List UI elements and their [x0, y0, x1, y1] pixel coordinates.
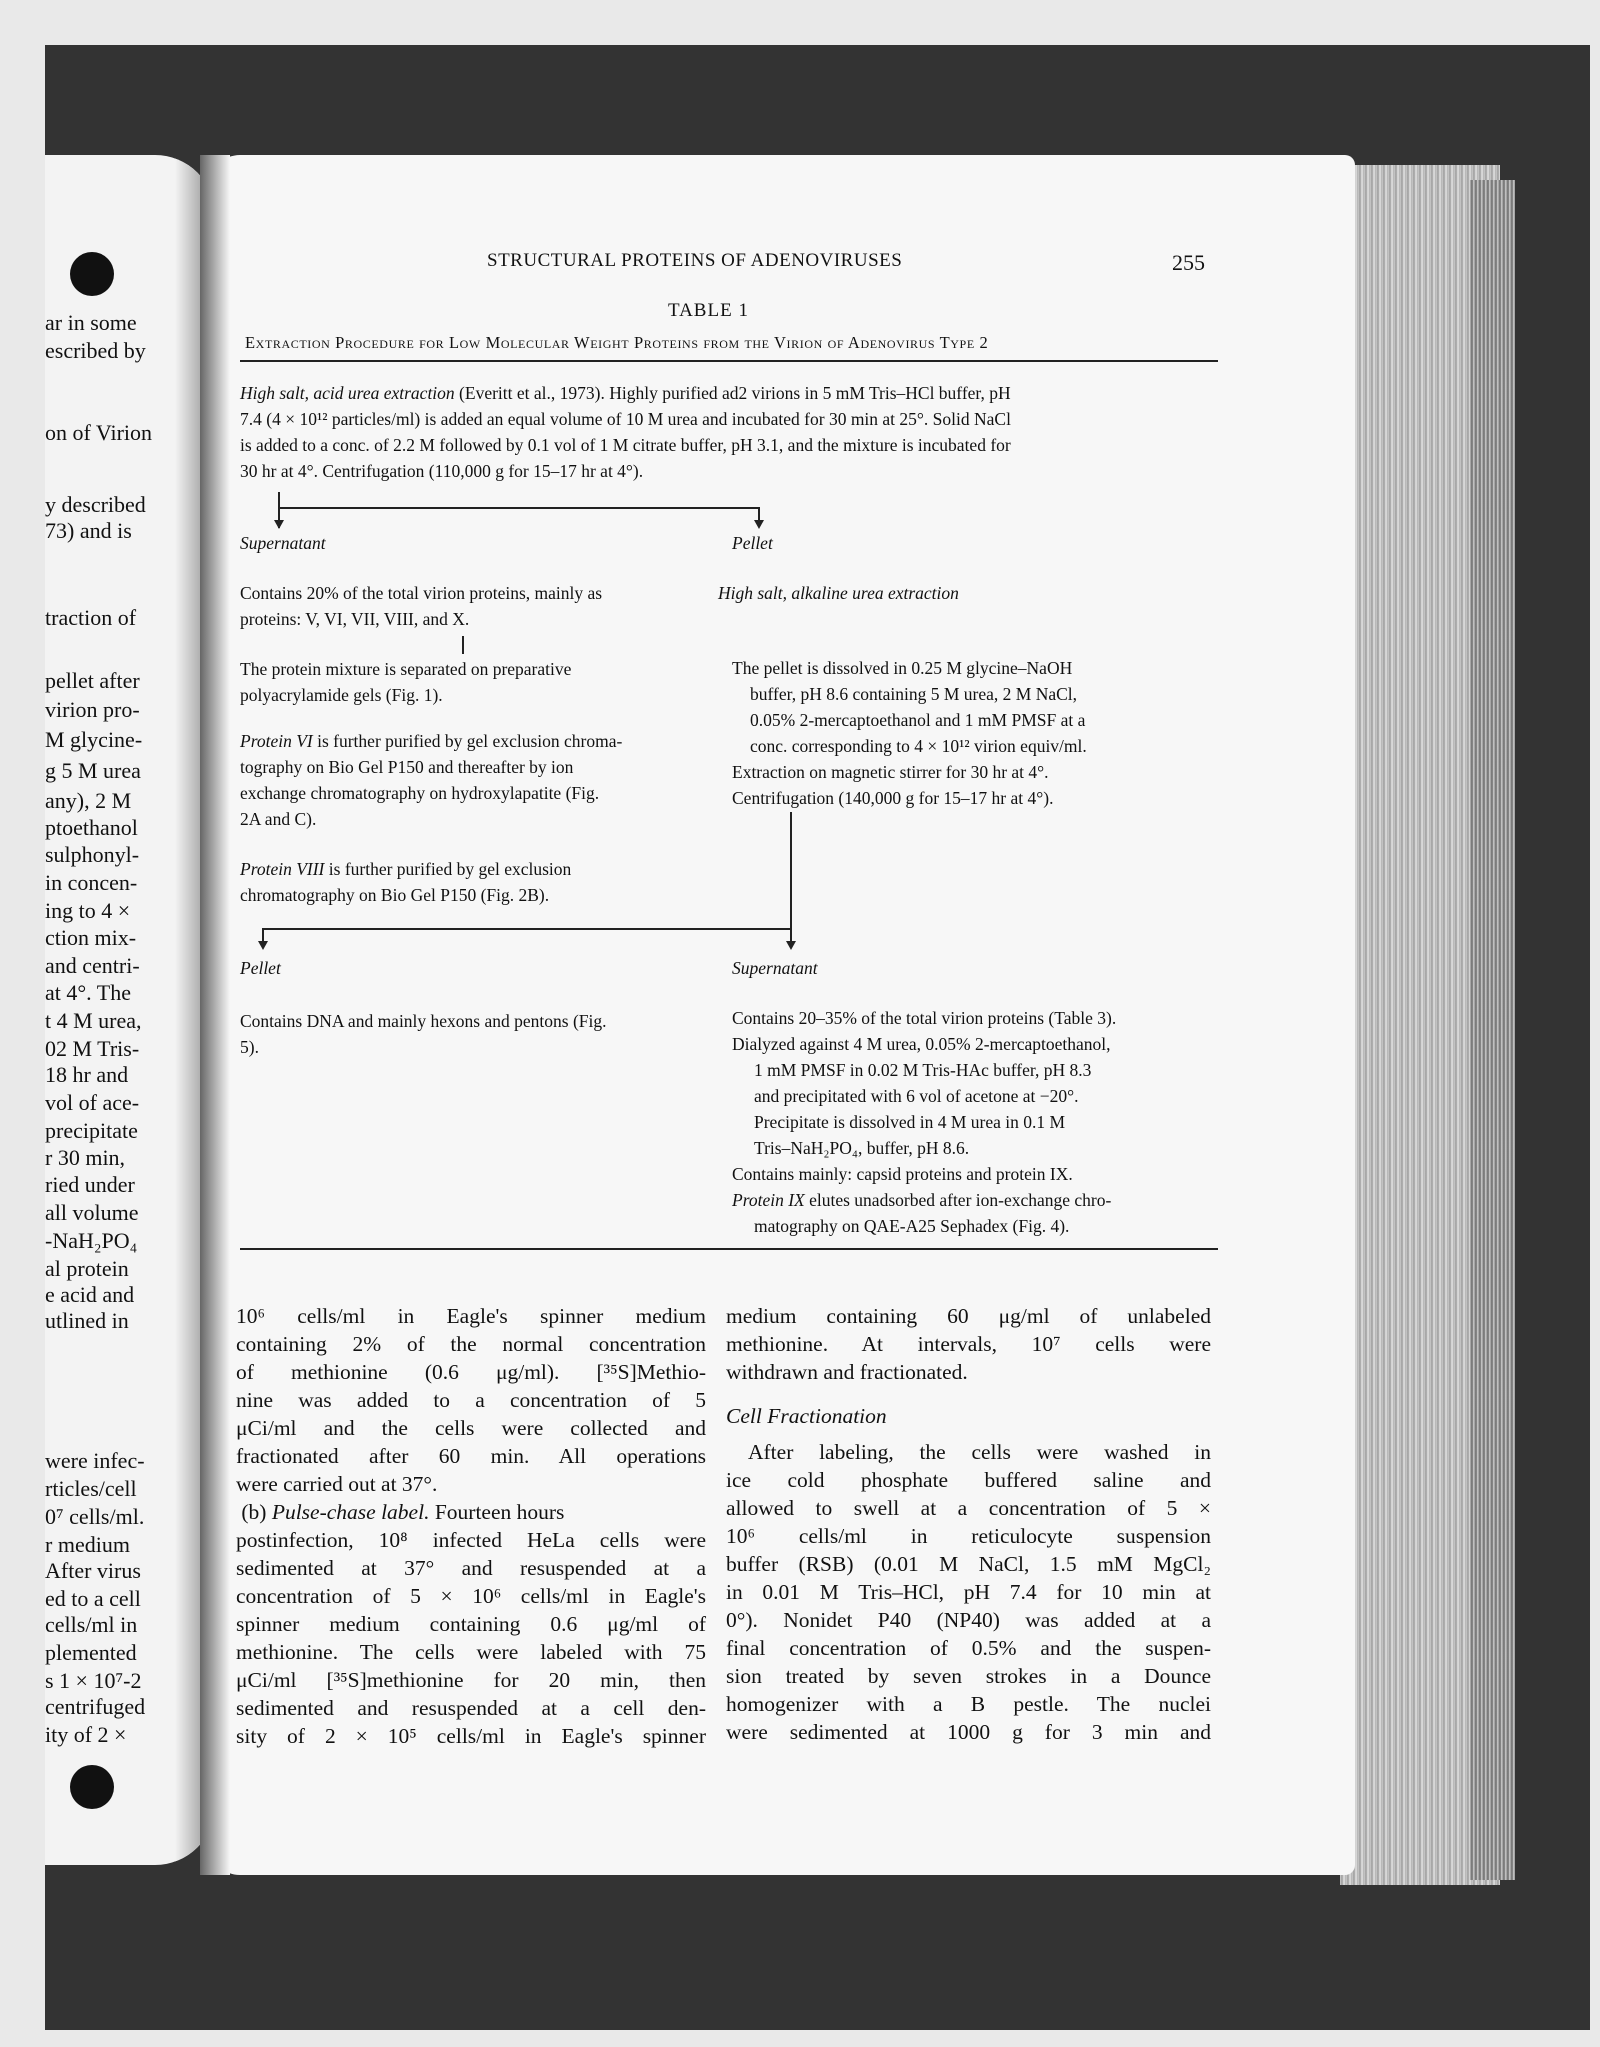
body-left-para-2: [236, 1526, 706, 1750]
arrow-to-pellet2: [258, 941, 268, 950]
left-page-fragment: ptoethanol: [45, 815, 138, 840]
body-line: fractionated after 60 min. All operations: [236, 1444, 706, 1468]
flow-split1-bar: [278, 507, 758, 509]
table-label: TABLE 1: [668, 300, 749, 321]
sup2-line-4: and precipitated with 6 vol of acetone at −20°.: [754, 1086, 1079, 1106]
separation-step: [240, 656, 702, 708]
intro-line-4: 30 hr at 4°. Centrifugation (110,000 g for 15–17 hr at 4°).: [240, 461, 644, 481]
left-page-fragment: y described: [45, 492, 146, 517]
body-left-column: [236, 1302, 706, 1750]
pellet-dissolve-line-3: 0.05% 2-mercaptoethanol and 1 mM PMSF at a: [750, 710, 1086, 730]
left-page-fragment: M glycine-: [45, 727, 143, 752]
body-line: methionine. At intervals, 10⁷ cells were: [726, 1332, 1211, 1356]
binder-hole-top: [70, 252, 114, 296]
body-right-para-2: [726, 1438, 1211, 1746]
binder-hole-bottom: [70, 1765, 114, 1809]
body-line: concentration of 5 × 10⁶ cells/ml in Eagle's: [236, 1584, 706, 1608]
left-page-fragment: ed to a cell: [45, 1586, 141, 1611]
left-page-fragment: r medium: [45, 1532, 130, 1557]
pellet-label: Pellet: [732, 533, 773, 553]
protein-vi-line-2: tography on Bio Gel P150 and thereafter by ion: [240, 757, 574, 777]
table-bottom-rule: [240, 1248, 1218, 1250]
separation-line-1: The protein mixture is separated on preparative: [240, 659, 572, 679]
sup2-line-5: Precipitate is dissolved in 4 M urea in 0.1 M: [754, 1112, 1066, 1132]
arrow-to-supernatant2: [786, 941, 796, 950]
pellet2-contents: [240, 1008, 702, 1060]
left-page-fragment: traction of: [45, 605, 137, 630]
left-facing-page: [45, 155, 215, 1865]
body-line: μCi/ml [³⁵S]methionine for 20 min, then: [236, 1668, 706, 1692]
body-line: nine was added to a concentration of 5: [236, 1388, 706, 1412]
left-page-fragment: 18 hr and: [45, 1062, 129, 1087]
left-page-fragment: 73) and is: [45, 518, 132, 543]
supernatant2-label: Supernatant: [732, 958, 818, 978]
protein-vi-step: [240, 728, 702, 832]
body-line: medium containing 60 μg/ml of unlabeled: [726, 1304, 1211, 1328]
left-page-fragment: virion pro-: [45, 697, 140, 722]
flow-split2-stem: [790, 812, 792, 942]
pellet-dissolve-line-5: Extraction on magnetic stirrer for 30 hr at 4°.: [732, 762, 1049, 782]
pellet-dissolve-line-4: conc. corresponding to 4 × 10¹² virion equiv/ml.: [750, 736, 1087, 756]
pulse-chase-line: [236, 1498, 706, 1526]
left-page-fragment: 02 M Tris-: [45, 1036, 140, 1061]
arrow-to-supernatant: [274, 520, 284, 529]
left-page-fragment: vol of ace-: [45, 1090, 140, 1115]
left-page-fragment: centrifuged: [45, 1694, 146, 1719]
flow-split2-bar: [262, 928, 792, 930]
body-line: sedimented and resuspended at a cell den-: [236, 1696, 706, 1720]
body-line: 0°). Nonidet P40 (NP40) was added at a: [726, 1608, 1211, 1632]
sup2-line-2: Dialyzed against 4 M urea, 0.05% 2-mercaptoethanol,: [732, 1034, 1111, 1054]
body-line: After labeling, the cells were washed in: [748, 1440, 1211, 1464]
body-line: were carried out at 37°.: [236, 1472, 438, 1496]
left-page-fragment: al protein: [45, 1256, 129, 1281]
sup2-line-3: 1 mM PMSF in 0.02 M Tris-HAc buffer, pH 8.3: [754, 1060, 1092, 1080]
left-page-fragment: sulphonyl-: [45, 842, 140, 867]
left-page-fragment: g 5 M urea: [45, 758, 141, 783]
body-line: containing 2% of the normal concentration: [236, 1332, 706, 1356]
body-line: homogenizer with a B pestle. The nuclei: [726, 1692, 1211, 1716]
pulse-chase-rest: Fourteen hours: [429, 1500, 565, 1524]
left-page-fragment: escribed by: [45, 338, 146, 363]
body-line: were sedimented at 1000 g for 3 min and: [726, 1720, 1211, 1744]
separation-line-2: polyacrylamide gels (Fig. 1).: [240, 685, 443, 705]
intro-rest: (Everitt et al., 1973). Highly purified ad2 virions in 5 mM Tris–HCl buffer, pH: [454, 383, 1011, 403]
pellet-dissolve-line-6: Centrifugation (140,000 g for 15–17 hr at 4°).: [732, 788, 1054, 808]
protein-viii-line-2: chromatography on Bio Gel P150 (Fig. 2B).: [240, 885, 550, 905]
left-page-fragment: all volume: [45, 1200, 139, 1225]
body-line: μCi/ml and the cells were collected and: [236, 1416, 706, 1440]
left-page-fragment: utlined in: [45, 1308, 129, 1333]
protein-ix-name: Protein IX: [732, 1190, 805, 1210]
left-page-fragment: After virus: [45, 1558, 141, 1583]
left-page-fragment: ing to 4 ×: [45, 898, 131, 923]
body-line: 10⁶ cells/ml in Eagle's spinner medium: [236, 1304, 706, 1328]
page-number: 255: [1172, 250, 1205, 275]
supernatant2-contents: [732, 1005, 1224, 1239]
section-heading: Cell Fractionation: [726, 1404, 887, 1428]
body-line: sedimented at 37° and resuspended at a: [236, 1556, 706, 1580]
sup2-line-6: Tris–NaH₂PO₄, buffer, pH 8.6.: [754, 1138, 970, 1158]
body-line: allowed to swell at a concentration of 5 ×: [726, 1496, 1211, 1520]
protein-viii-step: [240, 856, 702, 908]
body-left-para-1: [236, 1302, 706, 1498]
left-page-fragment: ity of 2 ×: [45, 1722, 127, 1747]
spine-shadow: [200, 155, 230, 1875]
left-page-fragment: r 30 min,: [45, 1145, 126, 1170]
left-page-fragment: pellet after: [45, 668, 140, 693]
sup2-line-9: matography on QAE-A25 Sephadex (Fig. 4).: [754, 1216, 1070, 1236]
left-page-fragment: ction mix-: [45, 925, 137, 950]
protein-vi-line-3: exchange chromatography on hydroxylapatite (Fig.: [240, 783, 600, 803]
left-page-fragment: 0⁷ cells/ml.: [45, 1504, 145, 1529]
body-line: postinfection, 10⁸ infected HeLa cells were: [236, 1528, 706, 1552]
left-page-fragment: were infec-: [45, 1448, 145, 1473]
body-line: final concentration of 0.5% and the suspen-: [726, 1636, 1211, 1660]
intro-italic: High salt, acid urea extraction: [240, 383, 455, 403]
protein-viii-line-1: is further purified by gel exclusion: [324, 859, 572, 879]
left-page-fragment: ar in some: [45, 310, 137, 335]
left-page-fragment: s 1 × 10⁷-2: [45, 1668, 142, 1693]
left-page-fragment: rticles/cell: [45, 1476, 137, 1501]
pulse-chase-prefix: (b): [241, 1500, 272, 1524]
body-line: withdrawn and fractionated.: [726, 1360, 968, 1384]
left-page-fragment: e acid and: [45, 1282, 135, 1307]
left-page-fragment: -NaH₂PO₄: [45, 1228, 138, 1253]
supernatant-label: Supernatant: [240, 533, 326, 553]
body-line: sion treated by seven strokes in a Dounce: [726, 1664, 1211, 1688]
body-line: ice cold phosphate buffered saline and: [726, 1468, 1211, 1492]
intro-line-2: 7.4 (4 × 10¹² particles/ml) is added an equal volume of 10 M urea and incubated for 30 min at 25°. Solid NaCl: [240, 409, 1011, 429]
body-line: in 0.01 M Tris–HCl, pH 7.4 for 10 min at: [726, 1580, 1211, 1604]
pellet2-line-1: Contains DNA and mainly hexons and pentons (Fig.: [240, 1011, 607, 1031]
sup2-line-8: elutes unadsorbed after ion-exchange chro-: [804, 1190, 1112, 1210]
left-page-fragment: in concen-: [45, 870, 138, 895]
protein-vi-name: Protein VI: [240, 731, 313, 751]
pellet2-line-2: 5).: [240, 1037, 259, 1057]
protein-vi-line-1: is further purified by gel exclusion chroma-: [312, 731, 623, 751]
table-top-rule: [240, 360, 1218, 362]
sup2-line-7: Contains mainly: capsid proteins and protein IX.: [732, 1164, 1073, 1184]
pellet-dissolve-line-2: buffer, pH 8.6 containing 5 M urea, 2 M NaCl,: [750, 684, 1078, 704]
body-line: methionine. The cells were labeled with 75: [236, 1640, 706, 1664]
sup-contains-line-2: proteins: V, VI, VII, VIII, and X.: [240, 609, 470, 629]
left-page-fragment: any), 2 M: [45, 788, 132, 813]
left-page-fragment: ried under: [45, 1172, 135, 1197]
body-right-para-1: [726, 1302, 1211, 1386]
pellet-dissolve-line-1: The pellet is dissolved in 0.25 M glycine–NaOH: [732, 658, 1073, 678]
protein-viii-name: Protein VIII: [240, 859, 325, 879]
body-line: 10⁶ cells/ml in reticulocyte suspension: [726, 1524, 1211, 1548]
book-page-edges-outer: [1470, 180, 1515, 1880]
pellet-step-title: High salt, alkaline urea extraction: [718, 583, 959, 603]
sup-contains-line-1: Contains 20% of the total virion proteins, mainly as: [240, 583, 603, 603]
pellet2-label: Pellet: [240, 958, 281, 978]
body-right-column: [726, 1302, 1211, 1746]
pellet-dissolve-step: [732, 655, 1222, 811]
body-line: of methionine (0.6 μg/ml). [³⁵S]Methio-: [236, 1360, 706, 1384]
protein-vi-line-4: 2A and C).: [240, 809, 317, 829]
intro-line-3: is added to a conc. of 2.2 M followed by 0.1 vol of 1 M citrate buffer, pH 3.1, and the mixture is incubated for: [240, 435, 1011, 455]
left-page-fragment: plemented: [45, 1640, 137, 1665]
left-page-fragment: precipitate: [45, 1118, 138, 1143]
left-page-fragment: cells/ml in: [45, 1612, 138, 1637]
flow-down-separation: [462, 636, 464, 654]
pulse-chase-heading: Pulse-chase label.: [271, 1500, 430, 1524]
left-page-fragment: and centri-: [45, 953, 140, 978]
running-head: STRUCTURAL PROTEINS OF ADENOVIRUSES: [487, 250, 903, 271]
left-page-fragment: t 4 M urea,: [45, 1008, 142, 1033]
body-line: buffer (RSB) (0.01 M NaCl, 1.5 mM MgCl₂: [726, 1552, 1211, 1576]
arrow-to-pellet: [754, 520, 764, 529]
sup2-line-1: Contains 20–35% of the total virion proteins (Table 3).: [732, 1008, 1117, 1028]
supernatant-contents: [240, 580, 702, 632]
left-page-fragment: on of Virion: [45, 420, 153, 445]
body-line: sity of 2 × 10⁵ cells/ml in Eagle's spinner: [236, 1724, 706, 1748]
left-page-fragment: at 4°. The: [45, 980, 131, 1005]
table-title: Extraction Procedure for Low Molecular Weight Proteins from the Virion of Adenovirus Type 2: [245, 333, 989, 352]
table-intro: [240, 380, 1220, 484]
body-line: spinner medium containing 0.6 μg/ml of: [236, 1612, 706, 1636]
